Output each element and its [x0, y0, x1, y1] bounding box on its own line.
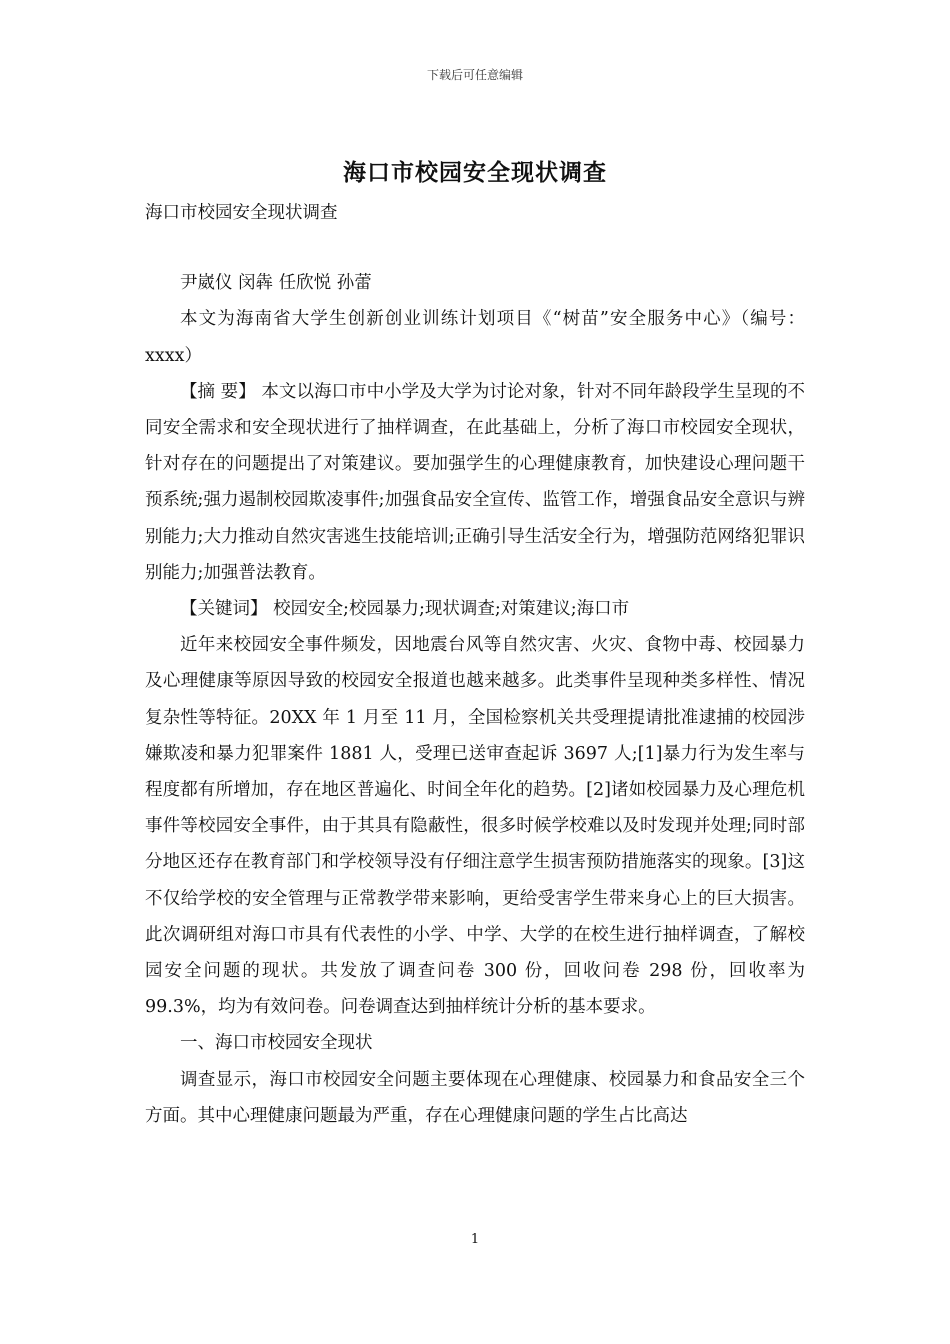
document-subtitle: 海口市校园安全现状调查: [145, 203, 338, 223]
document-body: [145, 195, 805, 1134]
document-title: 海口市校园安全现状调查: [343, 159, 607, 186]
keywords-label: 【关键词】: [180, 599, 268, 620]
page-header-note: 下载后可任意编辑: [426, 68, 523, 82]
abstract-paragraph: [145, 374, 805, 591]
abstract-text: 本文以海口市中小学及大学为讨论对象，针对不同年龄段学生呈现的不同安全需求和安全现状进行了抽样调查，在此基础上，分析了海口市校园安全现状，针对存在的问题提出了对策建议。要加强学生的心理健康教育，加快建设心理问题干预系统;强力遏制校园欺凌事件;加强食品安全宣传、监管工作，增强食品安全意识与辨别能力;大力推动自然灾害逃生技能培训;正确引导生活安全行为，增强防范网络犯罪识别能力;加强普法教育。: [145, 381, 806, 583]
section-heading: 一、海口市校园安全现状: [180, 1033, 373, 1054]
intro-paragraph: 近年来校园安全事件频发，因地震台风等自然灾害、火灾、食物中毒、校园暴力及心理健康等原因导致的校园安全报道也越来越多。此类事件呈现种类多样性、情况复杂性等特征。20XX 年 1 月至 11 月，全国检察机关共受理提请批准逮捕的校园涉嫌欺凌和暴力犯罪案件 1881 人，受理已送审查起诉 3697 人;[1]暴力行为发生率与程度都有所增加，存在地区普遍化、时间全年化的趋势。[2]诸如校园暴力及心理危机事件等校园安全事件，由于其具有隐蔽性，很多时候学校难以及时发现并处理;同时部分地区还存在教育部门和学校领导没有仔细注意学生损害预防措施落实的现象。[3]这不仅给学校的安全管理与正常教学带来影响，更给受害学生带来身心上的巨大损害。此次调研组对海口市具有代表性的小学、中学、大学的在校生进行抽样调查，了解校园安全问题的现状。共发放了调查问卷 300 份，回收问卷 298 份，回收率为 99.3%，均为有效问卷。问卷调查达到抽样统计分析的基本要求。: [145, 635, 805, 1018]
section-paragraph: 调查显示，海口市校园安全问题主要体现在心理健康、校园暴力和食品安全三个方面。其中心理健康问题最为严重，存在心理健康问题的学生占比高达: [145, 1069, 805, 1126]
project-note: 本文为海南省大学生创新创业训练计划项目《“树苗”安全服务中心》（编号：xxxx）: [145, 309, 805, 366]
authors-line: 尹崴仪 闵犇 任欣悦 孙蕾: [180, 273, 372, 294]
spacer: [145, 231, 805, 265]
page-number: 1: [470, 1232, 480, 1247]
abstract-label: 【摘 要】: [180, 381, 256, 402]
keywords-text: 校园安全;校园暴力;现状调查;对策建议;海口市: [267, 599, 630, 620]
keywords-paragraph: [145, 591, 805, 627]
